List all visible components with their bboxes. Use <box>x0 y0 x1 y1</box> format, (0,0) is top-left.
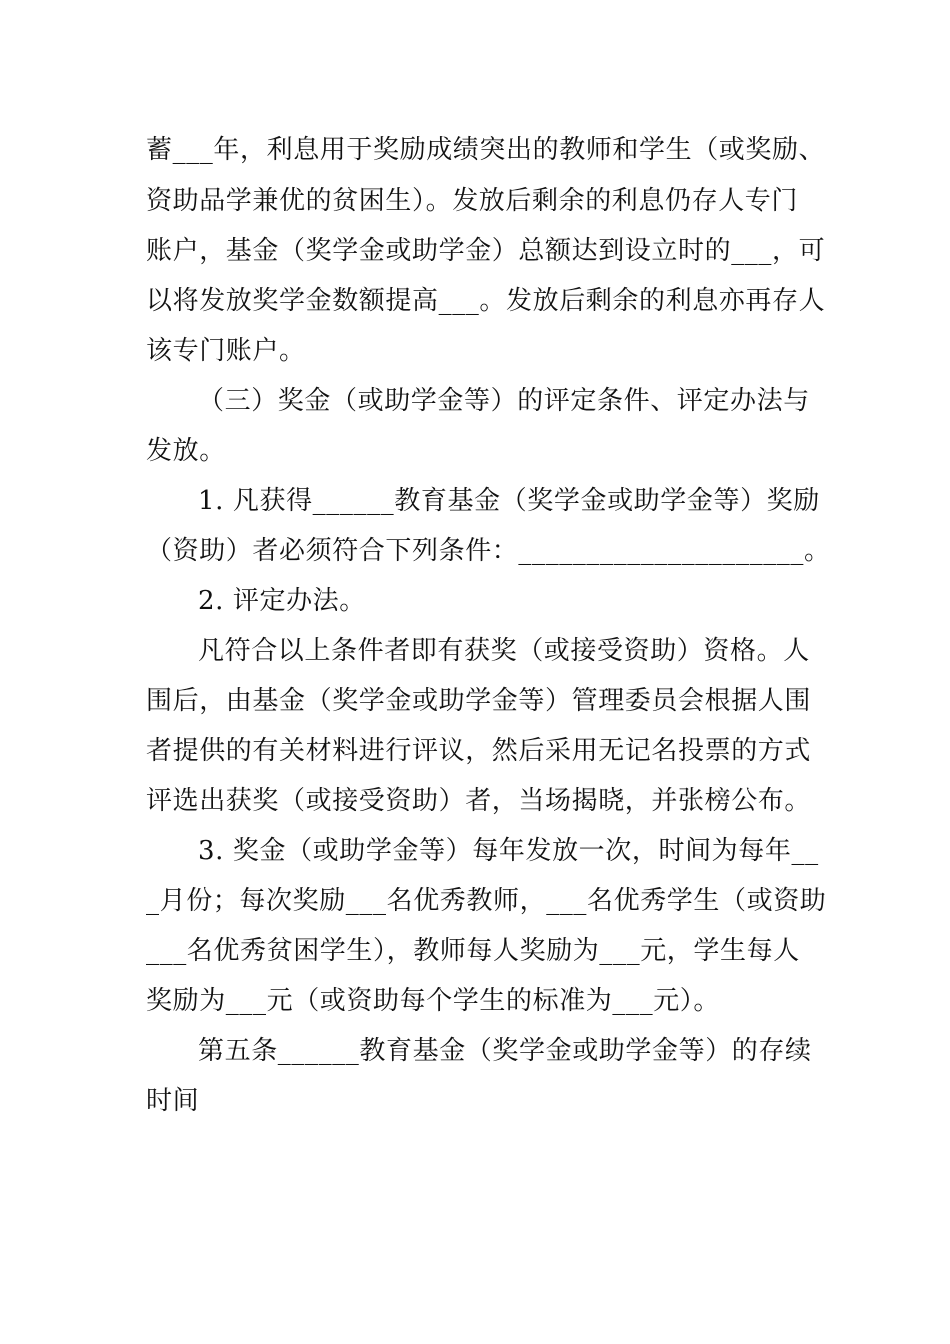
text-line: 评选出获奖（或接受资助）者，当场揭晓，并张榜公布。 <box>146 786 812 816</box>
text-line: 资助品学兼优的贫困生）。发放后剩余的利息仍存人专门 <box>146 186 799 216</box>
text-line: 者提供的有关材料进行评议，然后采用无记名投票的方式 <box>146 736 812 766</box>
text-line: 蓄___年，利息用于奖励成绩突出的教师和学生（或奖励、 <box>146 135 826 165</box>
text-line: 以将发放奖学金数额提高___。发放后剩余的利息亦再存人 <box>146 286 826 316</box>
text-line: ___名优秀贫困学生），教师每人奖励为___元，学生每人 <box>146 936 800 966</box>
list-item: 2. 评定办法。 <box>198 586 366 616</box>
text-line: （资助）者必须符合下列条件：_____________________。 <box>146 536 831 566</box>
text-line: 奖励为___元（或资助每个学生的标准为___元）。 <box>146 986 721 1016</box>
list-item: 3. 奖金（或助学金等）每年发放一次，时间为每年__ <box>198 836 819 866</box>
text-line: 该专门账户。 <box>146 336 306 366</box>
list-item: 1. 凡获得______教育基金（奖学金或助学金等）奖励 <box>198 486 820 516</box>
section-heading: （三）奖金（或助学金等）的评定条件、评定办法与 <box>198 386 810 416</box>
text-line: 发放。 <box>146 436 226 466</box>
text-line: 时间 <box>146 1086 200 1116</box>
text-line: 账户，基金（奖学金或助学金）总额达到设立时的___，可 <box>146 236 826 266</box>
article-heading: 第五条______教育基金（奖学金或助学金等）的存续 <box>198 1036 812 1066</box>
text-line: _月份；每次奖励___名优秀教师，___名优秀学生（或资助 <box>146 886 827 916</box>
paragraph-start: 凡符合以上条件者即有获奖（或接受资助）资格。人 <box>198 636 810 666</box>
text-line: 围后，由基金（奖学金或助学金等）管理委员会根据人围 <box>146 686 812 716</box>
